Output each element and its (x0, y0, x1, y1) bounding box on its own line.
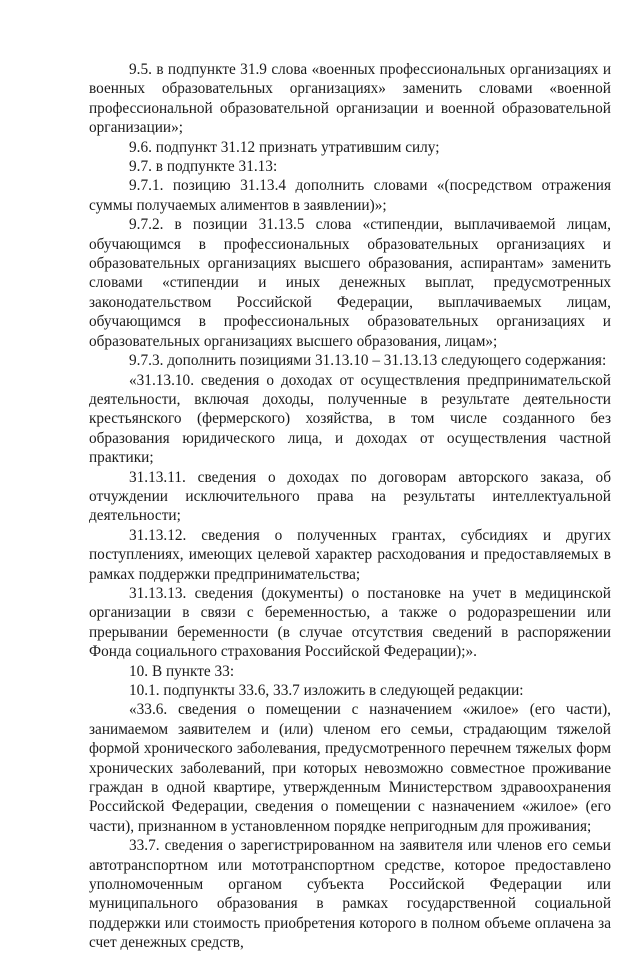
paragraph-31-13-11: 31.13.11. сведения о доходах по договорам авторского заказа, об отчуждении исключительного права на результаты интеллектуальной деятельности; (89, 468, 611, 525)
paragraph-31-13-12: 31.13.12. сведения о полученных грантах, субсидиях и других поступлениях, имеющих целевой характер расходования и предоставляемых в рамках поддержки предпринимательства; (89, 526, 611, 583)
paragraph-9-6: 9.6. подпункт 31.12 признать утратившим силу; (129, 138, 440, 156)
paragraph-9-7-3: 9.7.3. дополнить позициями 31.13.10 – 31.13.13 следующего содержания: (129, 352, 607, 370)
paragraph-31-13-10: «31.13.10. сведения о доходах от осуществления предпринимательской деятельности, включая доходы, полученные в результате деятельности крестьянского (фермерского) хозяйства, в том числе созданного без образования юридического лица, и доходах от осуществления частной практики; (89, 371, 611, 467)
paragraph-9-7: 9.7. в подпункте 31.13: (129, 158, 278, 176)
paragraph-10-1: 10.1. подпункты 33.6, 33.7 изложить в следующей редакции: (129, 682, 524, 699)
paragraph-9-7-1: 9.7.1. позицию 31.13.4 дополнить словами «(посредством отражения суммы получаемых алиментов в заявлении)»; (89, 177, 611, 214)
document-body (89, 60, 611, 953)
paragraph-9-7-2: 9.7.2. в позиции 31.13.5 слова «стипендии, выплачиваемой лицам, обучающимся в профессиональных образовательных организациях и образовательных организациях высшего образования, аспирантам» заменить словами «стипендии и иных денежных выплат, предусмотренных законодательством Российской Федерации, выплачиваемых лицам, обучающимся в профессиональных образовательных организациях и образовательных организациях высшего образования, лицам»; (89, 216, 611, 350)
paragraph-9-5: 9.5. в подпункте 31.9 слова «военных профессиональных организациях и военных образовательных организациях» заменить словами «военной профессиональной образовательной организации и военной образовательной организации»; (89, 61, 611, 137)
paragraph-33-7: 33.7. сведения о зарегистрированном на заявителя или членов его семьи автотранспортном или мототранспортном средстве, которое предоставлено уполномоченным органом субъекта Российской Федерации или муниципального образования в рамках государственной социальной поддержки или стоимость приобретения которого в полном объеме оплачена за счет денежных средств, (89, 837, 611, 952)
paragraph-31-13-13: 31.13.13. сведения (документы) о постановке на учет в медицинской организации в связи с беременностью, а также о родоразрешении или прерывании беременности (в случае отсутствия сведений в распоряжении Фонда социального страхования Российской Федерации);». (89, 584, 611, 661)
paragraph-10: 10. В пункте 33: (129, 662, 235, 680)
paragraph-33-6: «33.6. сведения о помещении с назначением «жилое» (его части), занимаемом заявителем и (или) членом его семьи, страдающим тяжелой формой хронического заболевания, предусмотренного перечнем тяжелых форм хронических заболеваний, при которых невозможно совместное проживание граждан в одной квартире, утвержденным Министерством здравоохранения Российской Федерации, сведения о помещении с назначением «жилое» (его части), признанном в установленном порядке непригодным для проживания; (89, 701, 611, 835)
